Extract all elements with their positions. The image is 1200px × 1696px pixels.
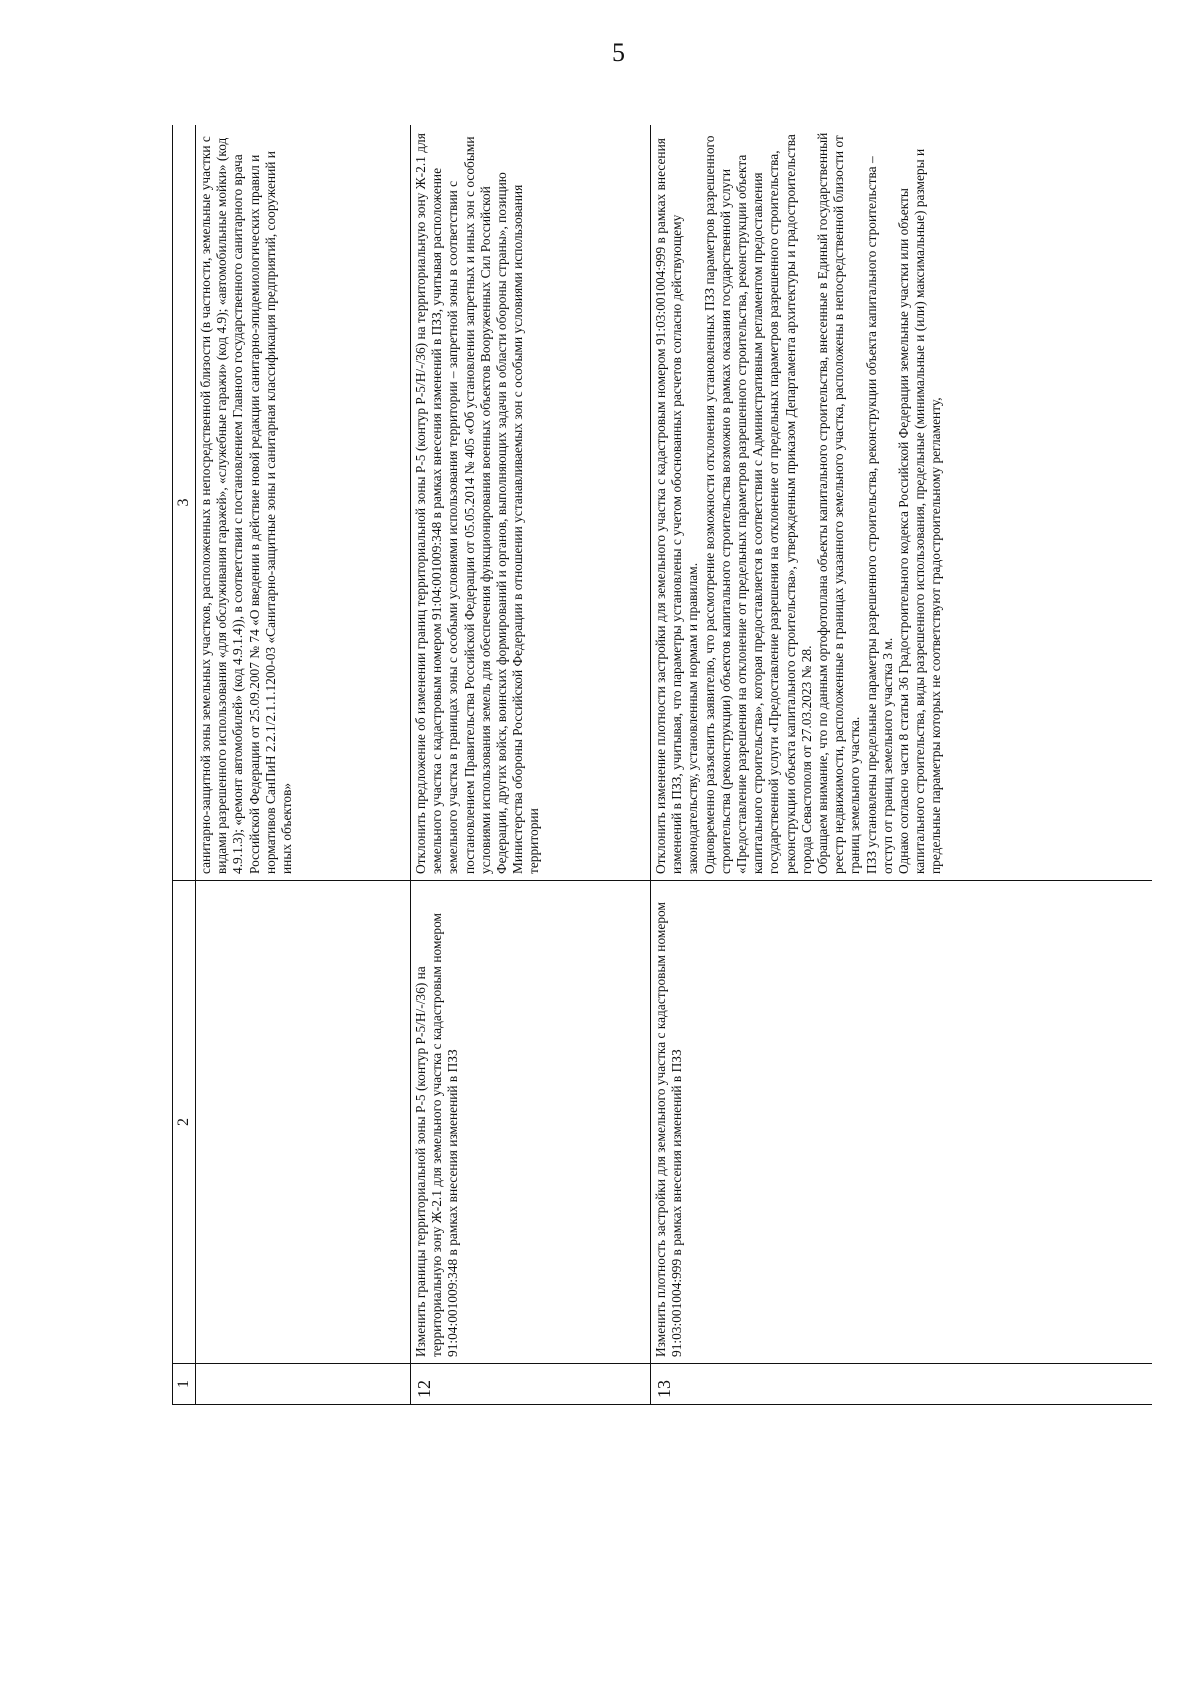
row-number: 13 xyxy=(651,1364,1153,1405)
decision-paragraph: Отклонить изменение плотности застройки для земельного участка с кадастровым номером 91:03:001004:999 в рамках внесения изменений в ПЗЗ, учитывая, что параметры установлены с учетом обоснованных расчетов согласно действующему законодательству, установленным нормам и правилам. xyxy=(653,138,701,874)
table-header-row xyxy=(173,125,196,1405)
decision-paragraph: Одновременно разъяснить заявителю, что рассмотрение возможности отклонения установленных ПЗЗ параметров разрешенного строительства (реконструкции) объектов капитального строительства возможно в рамках оказания государственной услуги «Предоставление разрешения на отклонение от предельных параметров разрешенного строительства, реконструкции объекта капитального строительства», которая предоставляется в соответствии с Административным регламентом предоставления государственной услуги «Предоставление разрешения на отклонение от предельных параметров разрешенного строительства, реконструкции объекта капитального строительства», утвержденным приказом Департамента архитектуры и градостроительства города Севастополя от 27.03.2023 № 28. xyxy=(701,134,814,874)
header-col-2: 2 xyxy=(173,881,196,1364)
header-col-3: 3 xyxy=(173,125,196,881)
request-text: Изменить границы территориальной зоны Р-5 (контур Р-5/Н/-/36) на территориальную зону Ж-2.1 для земельного участка с кадастровым номером 91:04:001009:348 в рамках внесения изменений в ПЗЗ xyxy=(411,881,651,1364)
table-row xyxy=(411,125,651,1405)
decision-paragraph: ПЗЗ установлены предельные параметры разрешенного строительства, реконструкции объекта капитального строительства – отступ от границ земельного участка 3 м. xyxy=(863,156,895,874)
decision-paragraph: Однако согласно части 8 статьи 36 Градостроительного кодекса Российской Федерации земельные участки или объекты капитального строительства, виды разрешенного использования, предельные (минимальные и (или) максимальные) размеры и предельные параметры которых не соответствуют градостроительному регламенту, xyxy=(896,148,944,874)
header-col-1: 1 xyxy=(173,1364,196,1405)
rotated-table-canvas xyxy=(172,125,1152,1405)
table-row xyxy=(196,125,411,1405)
request-text: Изменить плотность застройки для земельного участка с кадастровым номером 91:03:001004:999 в рамках внесения изменений в ПЗЗ xyxy=(651,881,1153,1364)
decision-paragraph: Отклонить предложение об изменении границ территориальной зоны Р-5 (контур Р-5/Н/-/36) на территориальную зону Ж-2.1 для земельного участка с кадастровым номером 91:04:001009:348 в рамках внесения изменений в ПЗЗ, учитывая расположение земельного участка в границах зоны с особыми условиями использования территории – запретной зоны в соответствии с постановлением Правительства Российской Федерации от 05.05.2014 № 405 «Об установлении запретных и иных зон с особыми условиями использования земель для обеспечения функционирования военных объектов Вооруженных Сил Российской Федерации, других войск, воинских формирований и органов, выполняющих задачи в области обороны страны», позицию Министерства обороны Российской Федерации в отношении устанавливаемых зон с особыми условиями использования территории xyxy=(413,133,542,874)
row-number: 12 xyxy=(411,1364,651,1405)
decision-text xyxy=(196,125,411,881)
page-number: 5 xyxy=(612,38,625,67)
decisions-table xyxy=(172,125,1152,1405)
table-row xyxy=(651,125,1153,1405)
rotated-table-area xyxy=(172,125,1152,1405)
row-number xyxy=(196,1364,411,1405)
request-text xyxy=(196,881,411,1364)
decision-paragraph: санитарно-защитной зоны земельных участков, расположенных в непосредственной близости (в частности, земельные участки с видами разрешенного использования «для обслуживания гаражей», «служебные гаражи» (код 4.9); «автомобильные мойки» (код 4.9.1.3); «ремонт автомобилей» (код 4.9.1.4)), в соответствии с постановлением Главного государственного санитарного врача Российской Федерации от 25.09.2007 № 74 «О введении в действие новой редакции санитарно-эпидемиологических правил и нормативов СанПиН 2.2.1/2.1.1.1200-03 «Санитарно-защитные зоны и санитарная классификация предприятий, сооружений и иных объектов» xyxy=(198,136,295,874)
decision-paragraph: Обращаем внимание, что по данным ортофотоплана объекты капитального строительства, внесенные в Единый государственный реестр недвижимости, расположенные в границах указанного земельного участка, расположены в непосредственной близости от границ земельного участка. xyxy=(815,132,863,874)
decision-text xyxy=(411,125,651,881)
decision-text xyxy=(651,125,1153,881)
